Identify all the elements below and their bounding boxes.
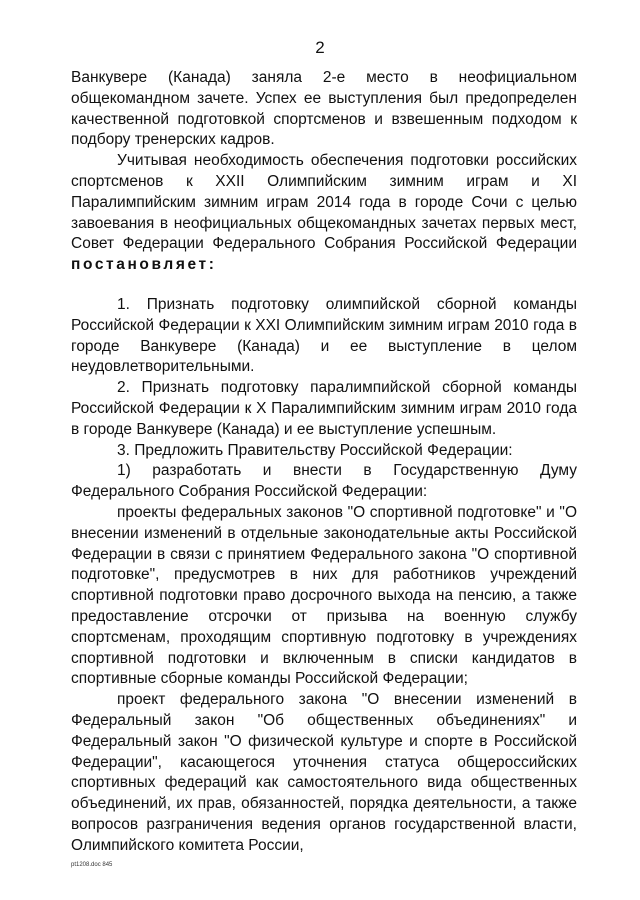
paragraph-item-2: 2. Признать подготовку паралимпийской сборной команды Российской Федерации к X Паралимпийским зимним играм 2010 года в городе Ванкувере (Канада) и ее выступление успешным. — [71, 379, 577, 438]
resolution-keyword: постановляет: — [71, 256, 217, 274]
paragraph-subitem-1: 1) разработать и внести в Государственную Думу Федерального Собрания Российской Федерации: — [71, 462, 577, 501]
paragraph-bills: проекты федеральных законов "О спортивной подготовке" и "О внесении изменений в отдельные законодательные акты Российской Федерации в связи с принятием Федерального закона "О спортивной подготовке", предусмотрев в них для работников учреждений спортивной подготовки право досрочного выхода на пенсию, а также предоставление отсрочки от призыва на военную службу спортсменам, проходящим спортивную подготовку в учреждениях спортивной подготовки и включенным в списки кандидатов в спортивные сборные команды Российской Федерации; — [71, 503, 577, 688]
paragraph-item-3: 3. Предложить Правительству Российской Федерации: — [117, 441, 513, 459]
paragraph-intro: Ванкувере (Канада) заняла 2-е место в неофициальном общекомандном зачете. Успех ее выступления был предопределен качественной подготовкой спортсменов и взвешенным подходом к подбору тренерских кадров. — [71, 69, 577, 149]
paragraph-preamble — [71, 151, 577, 276]
paragraph-item-1: 1. Признать подготовку олимпийской сборной команды Российской Федерации к XXI Олимпийским зимним играм 2010 года в городе Ванкувере (Канада) и ее выступление в целом неудовлетворительными. — [71, 295, 577, 376]
page-number: 2 — [315, 38, 325, 57]
preamble-text: Учитывая необходимость обеспечения подготовки российских спортсменов к XXII Олимпийским зимним играм и XI Паралимпийским зимним играм 2014 года в городе Сочи с целью завоевания в неофициальных общекомандных зачетах первых мест, Совет Федерации Федерального Собрания Российской Федерации — [71, 152, 577, 253]
paragraph-bill-associations: проект федерального закона "О внесении изменений в Федеральный закон "Об общественных объединениях" и Федеральный закон "О физической культуре и спорте в Российской Федерации", касающегося уточнения статуса общероссийских спортивных федераций как самостоятельного вида общественных объединений, их прав, обязанностей, порядка деятельности, а также вопросов разграничения ведения органов государственной власти, Олимпийского комитета России, — [71, 691, 577, 854]
document-body — [71, 68, 577, 856]
document-footer-code: pt1208.doc 845 — [71, 862, 113, 868]
